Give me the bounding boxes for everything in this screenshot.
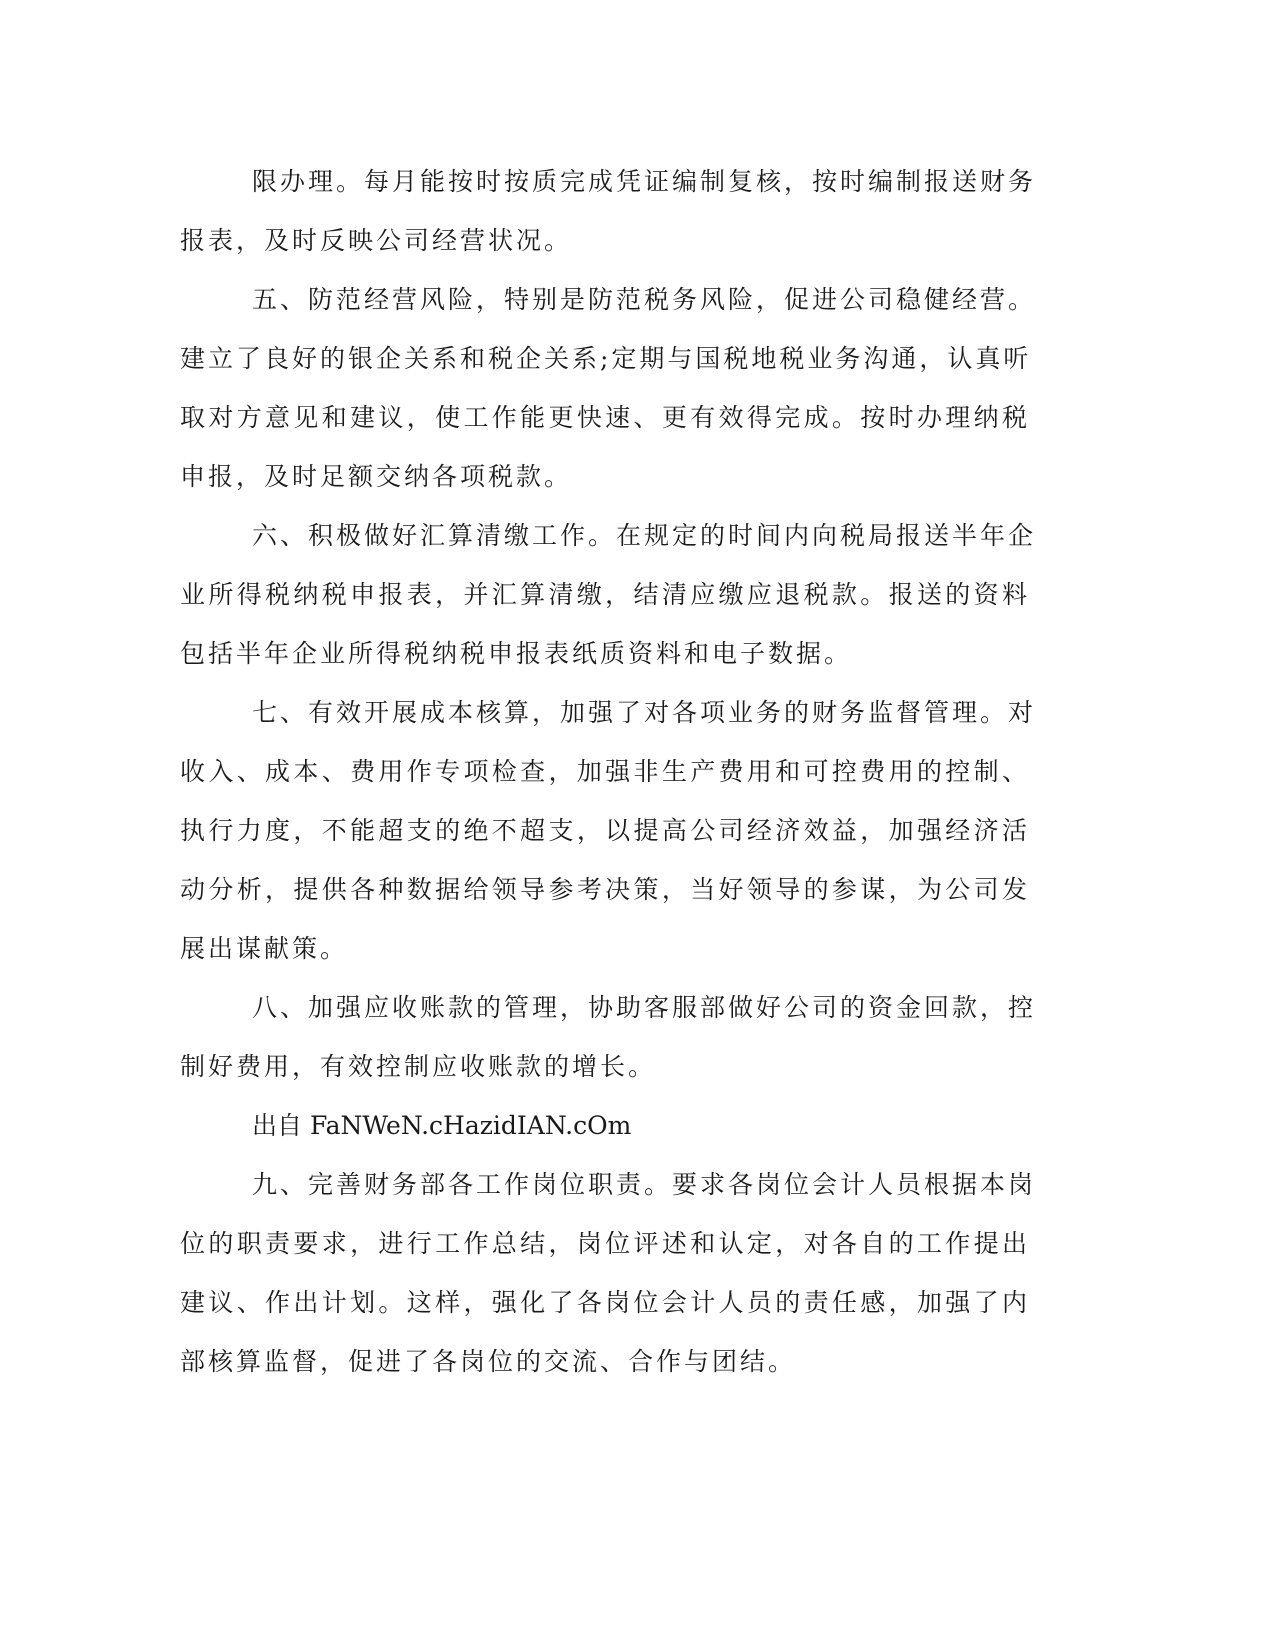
text-line: 建立了良好的银企关系和税企关系;定期与国税地税业务沟通，认真听: [180, 344, 1032, 373]
text-line: 位的职责要求，进行工作总结，岗位评述和认定，对各自的工作提出: [180, 1229, 1030, 1258]
text-line: 制好费用，有效控制应收账款的增长。: [180, 1052, 657, 1081]
source-line: 出自 FaNWeN.cHazidIAN.cOm: [252, 1111, 632, 1140]
text-line: 九、完善财务部各工作岗位职责。要求各岗位会计人员根据本岗: [252, 1170, 1037, 1199]
text-line: 业所得税纳税申报表，并汇算清缴，结清应缴应退税款。报送的资料: [180, 580, 1030, 609]
text-line: 限办理。每月能按时按质完成凭证编制复核，按时编制报送财务: [252, 167, 1037, 196]
text-line: 建议、作出计划。这样，强化了各岗位会计人员的责任感，加强了内: [180, 1288, 1030, 1317]
text-line: 执行力度，不能超支的绝不超支，以提高公司经济效益，加强经济活: [180, 816, 1030, 845]
text-line: 八、加强应收账款的管理，协助客服部做好公司的资金回款，控: [252, 993, 1037, 1022]
text-line: 包括半年企业所得税纳税申报表纸质资料和电子数据。: [180, 639, 853, 668]
text-line: 五、防范经营风险，特别是防范税务风险，促进公司稳健经营。: [252, 285, 1037, 314]
text-line: 取对方意见和建议，使工作能更快速、更有效得完成。按时办理纳税: [180, 403, 1030, 432]
document-body: [180, 152, 1037, 1391]
text-line: 六、积极做好汇算清缴工作。在规定的时间内向税局报送半年企: [252, 521, 1037, 550]
text-line: 报表，及时反映公司经营状况。: [180, 226, 573, 255]
text-line: 动分析，提供各种数据给领导参考决策，当好领导的参谋，为公司发: [180, 875, 1030, 904]
text-line: 展出谋献策。: [180, 934, 349, 963]
text-line: 部核算监督，促进了各岗位的交流、合作与团结。: [180, 1347, 797, 1376]
text-line: 收入、成本、费用作专项检查，加强非生产费用和可控费用的控制、: [180, 757, 1030, 786]
text-line: 申报，及时足额交纳各项税款。: [180, 462, 573, 491]
text-line: 七、有效开展成本核算，加强了对各项业务的财务监督管理。对: [252, 698, 1037, 727]
